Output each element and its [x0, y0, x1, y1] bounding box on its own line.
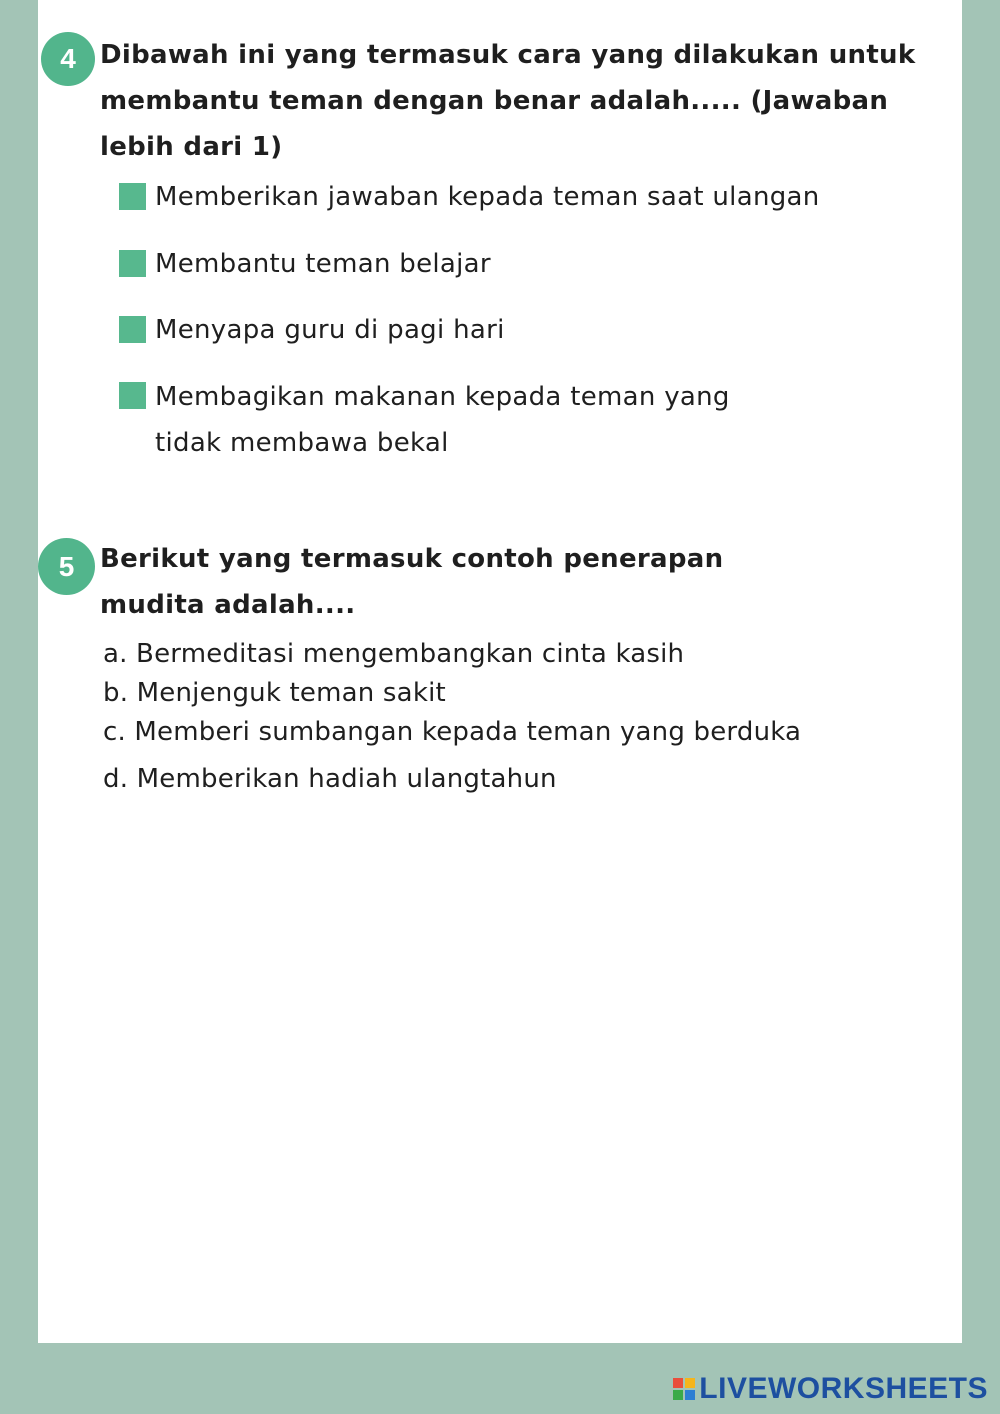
- q4-option-4-label: Membagikan makanan kepada teman yang: [155, 382, 730, 412]
- question-4-number: 4: [60, 43, 76, 74]
- checkbox-option-1[interactable]: [119, 183, 146, 210]
- q5-option-d[interactable]: d. Memberikan hadiah ulangtahun: [103, 764, 557, 794]
- liveworksheets-logo[interactable]: [673, 1372, 988, 1406]
- question-4-text: Dibawah ini yang termasuk cara yang dilakukan untuk membantu teman dengan benar adalah..... (Jawaban lebih dari 1): [100, 40, 916, 162]
- q4-option-3-label: Menyapa guru di pagi hari: [155, 315, 505, 345]
- question-5-number-badge: [38, 538, 95, 595]
- q5-option-a[interactable]: a. Bermeditasi mengembangkan cinta kasih: [103, 639, 685, 669]
- q4-option-2-label: Membantu teman belajar: [155, 249, 491, 279]
- q5-option-c[interactable]: c. Memberi sumbangan kepada teman yang berduka: [103, 717, 802, 747]
- checkbox-option-2[interactable]: [119, 250, 146, 277]
- checkbox-option-3[interactable]: [119, 316, 146, 343]
- liveworksheets-grid-icon: [673, 1378, 695, 1400]
- checkbox-option-4[interactable]: [119, 382, 146, 409]
- question-4-number-badge: [41, 32, 95, 86]
- q5-option-b[interactable]: b. Menjenguk teman sakit: [103, 678, 446, 708]
- liveworksheets-logo-text: LIVEWORKSHEETS: [699, 1372, 988, 1405]
- q4-option-4-label-line2: tidak membawa bekal: [155, 428, 449, 458]
- question-5-text: Berikut yang termasuk contoh penerapan mudita adalah....: [100, 544, 724, 620]
- q4-option-1-label: Memberikan jawaban kepada teman saat ulangan: [155, 182, 820, 212]
- question-5-number: 5: [58, 550, 75, 582]
